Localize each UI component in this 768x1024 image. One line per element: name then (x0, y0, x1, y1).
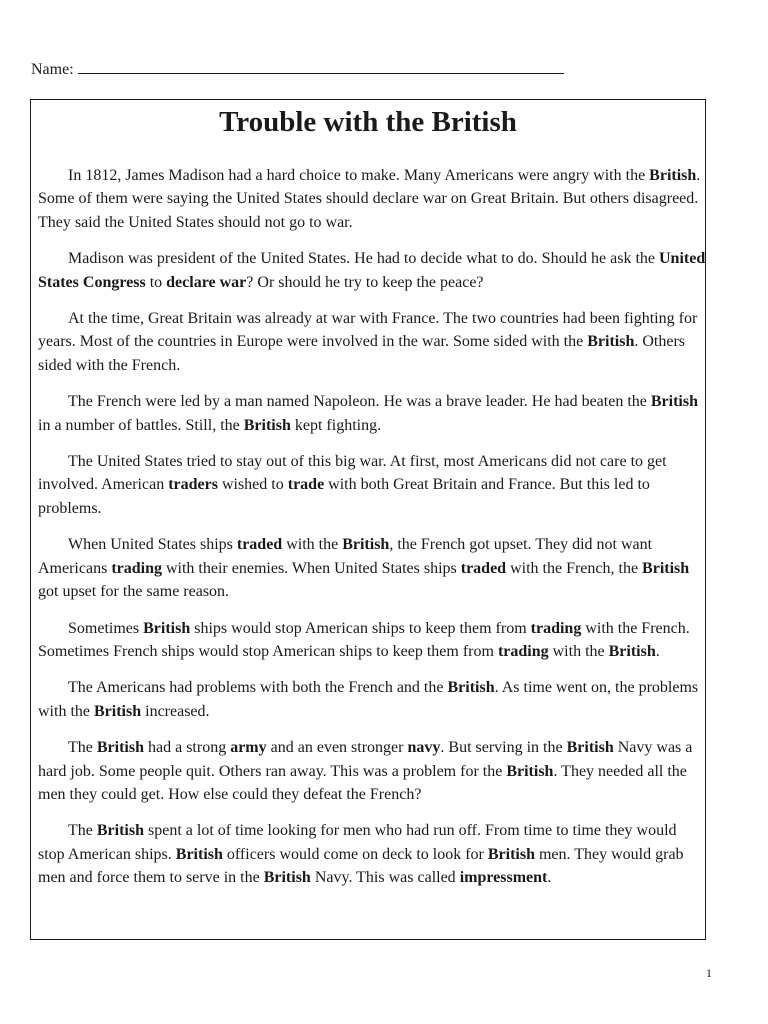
vocabulary-term: British (96, 822, 144, 840)
paragraph (38, 676, 706, 723)
text-run: The United States tried to stay out of this big war. At first, most Americans did not care to get involved. American (38, 453, 667, 494)
text-run: Sometimes (68, 619, 144, 637)
text-run: , the French got upset. They did not want Americans (38, 536, 653, 577)
text-run: The Americans had problems with both the French and the (68, 679, 448, 697)
text-run: . Others sided with the French. (38, 333, 685, 374)
vocabulary-term: impressment (459, 869, 548, 887)
vocabulary-term: British (587, 333, 635, 351)
paragraph (38, 819, 706, 889)
text-run: At the time, Great Britain was already at war with France. The two countries had been fighting for years. Most of the countries in Europe were involved in the war. Some sided with the (38, 310, 698, 351)
text-run: Navy. This was called (310, 869, 460, 887)
paragraph (38, 533, 706, 603)
page-title: Trouble with the British (219, 106, 517, 138)
vocabulary-term: British (447, 679, 495, 697)
passage-body (31, 141, 706, 890)
text-run: . But serving in the (440, 739, 567, 757)
text-run: . (547, 869, 552, 887)
text-run: had a strong (144, 739, 231, 757)
text-run: Navy was a hard job. Some people quit. Others ran away. This was a problem for the (38, 739, 693, 780)
vocabulary-term: British (143, 619, 191, 637)
vocabulary-term: navy (407, 739, 441, 757)
paragraph (38, 736, 706, 806)
vocabulary-term: United States Congress (38, 250, 706, 291)
text-run: and an even stronger (266, 739, 408, 757)
text-run: . Some of them were saying the United States should declare war on Great Britain. But others disagreed. They said the United States should not go to war. (38, 167, 701, 231)
text-run: The (68, 739, 97, 757)
text-run: in a number of battles. Still, the (38, 416, 244, 434)
name-blank-line[interactable] (78, 57, 564, 74)
text-run: men. They would grab men and force them to serve in the (38, 845, 684, 887)
vocabulary-term: British (263, 869, 311, 887)
vocabulary-term: British (243, 416, 291, 434)
text-run: increased. (141, 702, 210, 720)
vocabulary-term: traders (168, 476, 218, 494)
vocabulary-term: traded (460, 559, 507, 577)
reading-passage-frame (30, 99, 706, 940)
text-run: The (68, 822, 97, 840)
vocabulary-term: declare war (166, 273, 247, 291)
paragraph (38, 390, 706, 437)
vocabulary-term: British (506, 762, 554, 780)
text-run: . (655, 642, 660, 660)
vocabulary-term: trading (530, 619, 582, 637)
text-run: Madison was president of the United States. He had to decide what to do. Should he ask the (68, 250, 659, 268)
vocabulary-term: British (175, 845, 223, 863)
vocabulary-term: trading (111, 559, 162, 577)
text-run: with the (282, 536, 343, 554)
text-run: The French were led by a man named Napoleon. He was a brave leader. He had beaten the (68, 393, 651, 411)
paragraph (38, 617, 706, 664)
vocabulary-term: British (650, 393, 698, 411)
vocabulary-term: British (94, 702, 142, 720)
text-run: to (145, 273, 167, 291)
vocabulary-term: British (96, 739, 144, 757)
text-run: spent a lot of time looking for men who had run off. From time to time they would stop American ships. (38, 822, 677, 863)
vocabulary-term: British (566, 739, 614, 757)
text-run: wished to (217, 476, 288, 494)
text-run: ships would stop American ships to keep them from (190, 619, 531, 637)
paragraph (38, 307, 706, 377)
vocabulary-term: British (642, 559, 690, 577)
vocabulary-term: army (230, 739, 267, 757)
name-field (31, 57, 564, 81)
vocabulary-term: trade (287, 476, 325, 494)
text-run: ? Or should he try to keep the peace? (246, 273, 484, 291)
text-run: kept fighting. (290, 416, 382, 434)
vocabulary-term: British (342, 536, 390, 554)
text-run: with both Great Britain and France. But this led to problems. (38, 476, 650, 517)
page-number: 1 (706, 966, 712, 980)
paragraph (38, 164, 706, 234)
vocabulary-term: trading (497, 642, 549, 660)
text-run: with their enemies. When United States ships (161, 559, 461, 577)
vocabulary-term: British (649, 167, 697, 184)
text-run: officers would come on deck to look for (222, 845, 488, 863)
text-run: got upset for the same reason. (38, 583, 230, 601)
paragraph (38, 247, 706, 294)
name-label: Name: (31, 61, 74, 78)
vocabulary-term: traded (236, 536, 283, 554)
text-run: with the (548, 642, 609, 660)
text-run: When United States ships (68, 536, 237, 554)
text-run: with the French. Sometimes French ships would stop American ships to keep them from (38, 619, 690, 660)
text-run: In 1812, James Madison had a hard choice to make. Many Americans were angry with the (68, 167, 650, 184)
vocabulary-term: British (487, 845, 535, 863)
text-run: with the French, the (506, 559, 643, 577)
vocabulary-term: British (608, 642, 656, 660)
paragraph (38, 450, 706, 520)
text-run: . They needed all the men they could get. How else could they defeat the French? (38, 762, 687, 803)
text-run: . As time went on, the problems with the (38, 679, 699, 720)
